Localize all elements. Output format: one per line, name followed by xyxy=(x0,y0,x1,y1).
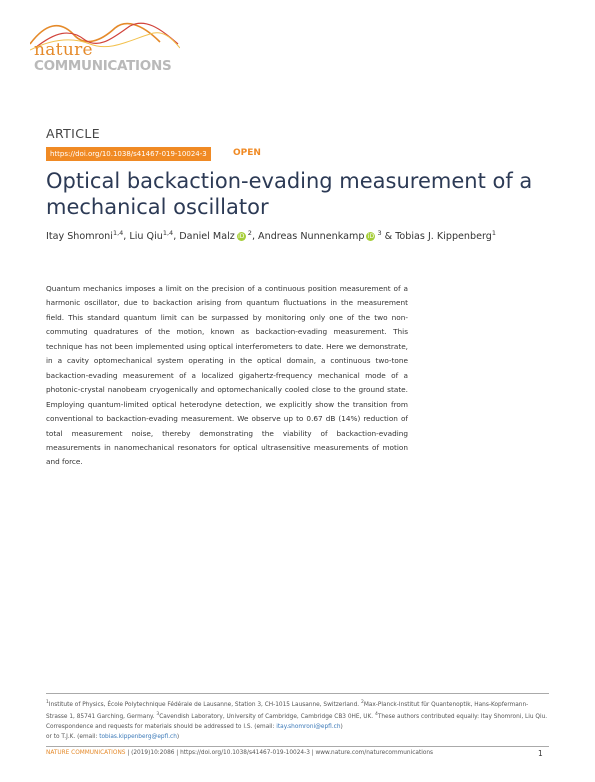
affil-1: Institute of Physics, École Polytechnique Fédérale de Lausanne, Station 3, CH-1015 Lausanne, Switzerland. xyxy=(48,701,360,708)
author-name: Itay Shomroni xyxy=(46,231,113,243)
affil-sup-1: 1 xyxy=(46,700,49,705)
affiliations-divider xyxy=(46,693,549,694)
author-affiliation-sup: 3 xyxy=(377,229,382,237)
author-affiliation-sup: 1,4 xyxy=(162,229,174,237)
affil-3: Cavendish Laboratory, University of Cambridge, Cambridge CB3 0HE, UK. xyxy=(159,713,374,720)
email-link-kippenberg[interactable]: tobias.kippenberg@epfl.ch xyxy=(99,733,177,740)
author-separator: & xyxy=(381,231,396,243)
author-affiliation-sup: 1 xyxy=(491,229,497,237)
footer-divider xyxy=(46,746,549,747)
affil-sup-3: 3 xyxy=(156,711,160,717)
affil-2: Max-Planck-Institut für Quantenoptik, Hans-Kopfermann-Strasse 1, 85741 Garching, Germany. xyxy=(46,701,529,720)
page-number: 1 xyxy=(538,749,543,758)
author-name: Liu Qiu xyxy=(129,231,163,243)
footer-citation xyxy=(46,750,433,756)
article-title: Optical backaction-evading measurement of a mechanical oscillator xyxy=(46,169,533,219)
open-access-label: OPEN xyxy=(233,148,261,158)
logo-communications-text: COMMUNICATIONS xyxy=(34,58,172,74)
affil-4: These authors contributed equally: Itay Shomroni, Liu Qiu. Correspondence and requests for materials should be addressed to I.S. (email: xyxy=(46,713,548,730)
journal-logo xyxy=(30,14,180,76)
email-link-shomroni[interactable]: itay.shomroni@epfl.ch xyxy=(276,723,341,730)
orcid-icon[interactable]: iD xyxy=(238,232,245,240)
author-affiliation-sup: 1,4 xyxy=(112,229,124,237)
affil-sup-2: 2 xyxy=(360,700,364,705)
author-name: Andreas Nunnenkamp xyxy=(258,231,365,243)
footer-citation-text: | (2019)10:2086 | https://doi.org/10.1038/s41467-019-10024-3 | www.nature.com/naturecommunications xyxy=(127,750,434,756)
author-separator: , xyxy=(173,231,180,243)
doi-link[interactable]: https://doi.org/10.1038/s41467-019-10024-3 xyxy=(46,147,211,161)
author-name: Daniel Malz xyxy=(179,231,235,243)
orcid-icon[interactable]: iD xyxy=(367,232,375,240)
author-name: Tobias J. Kippenberg xyxy=(395,231,492,243)
affil-sup-4: 4 xyxy=(374,711,378,717)
author-list xyxy=(46,229,496,242)
author-affiliation-sup: 2 xyxy=(247,229,252,237)
article-type-label: ARTICLE xyxy=(46,126,101,141)
affil-or-to: or to T.J.K. (email: xyxy=(46,733,98,740)
abstract: Quantum mechanics imposes a limit on the precision of a continuous position measurement of a harmonic oscillator, due to backaction arising from quantum fluctuations in the measurement field. This standard quantum limit can be surpassed by monitoring only one of the two non-commuting quadratures of the motion, known as backaction-evading measurement. This technique has not been implemented using optical interferometers to date. Here we demonstrate, in a cavity optomechanical system operating in the optical domain, a continuous two-tone backaction-evading measurement of a localized gigahertz-frequency mechanical mode of a photonic-crystal nanobeam cryogenically and optomechanically cooled close to the ground state. Employing quantum-limited optical heterodyne detection, we explicitly show the transition from conventional to backaction-evading measurement. We observe up to 0.67 dB (14%) reduction of total measurement noise, thereby demonstrating the viability of backaction-evading measurements in nanomechanical resonators for optical ultrasensitive measurements of motion and force. xyxy=(46,284,408,467)
affiliations xyxy=(46,698,549,742)
author-separator: , xyxy=(123,231,130,243)
footer-journal-name: NATURE COMMUNICATIONS xyxy=(46,750,126,756)
affil-paren: ) xyxy=(340,723,343,730)
author-separator: , xyxy=(251,231,259,243)
logo-nature-text: nature xyxy=(34,40,93,60)
affil-paren-end: ) xyxy=(176,733,180,740)
